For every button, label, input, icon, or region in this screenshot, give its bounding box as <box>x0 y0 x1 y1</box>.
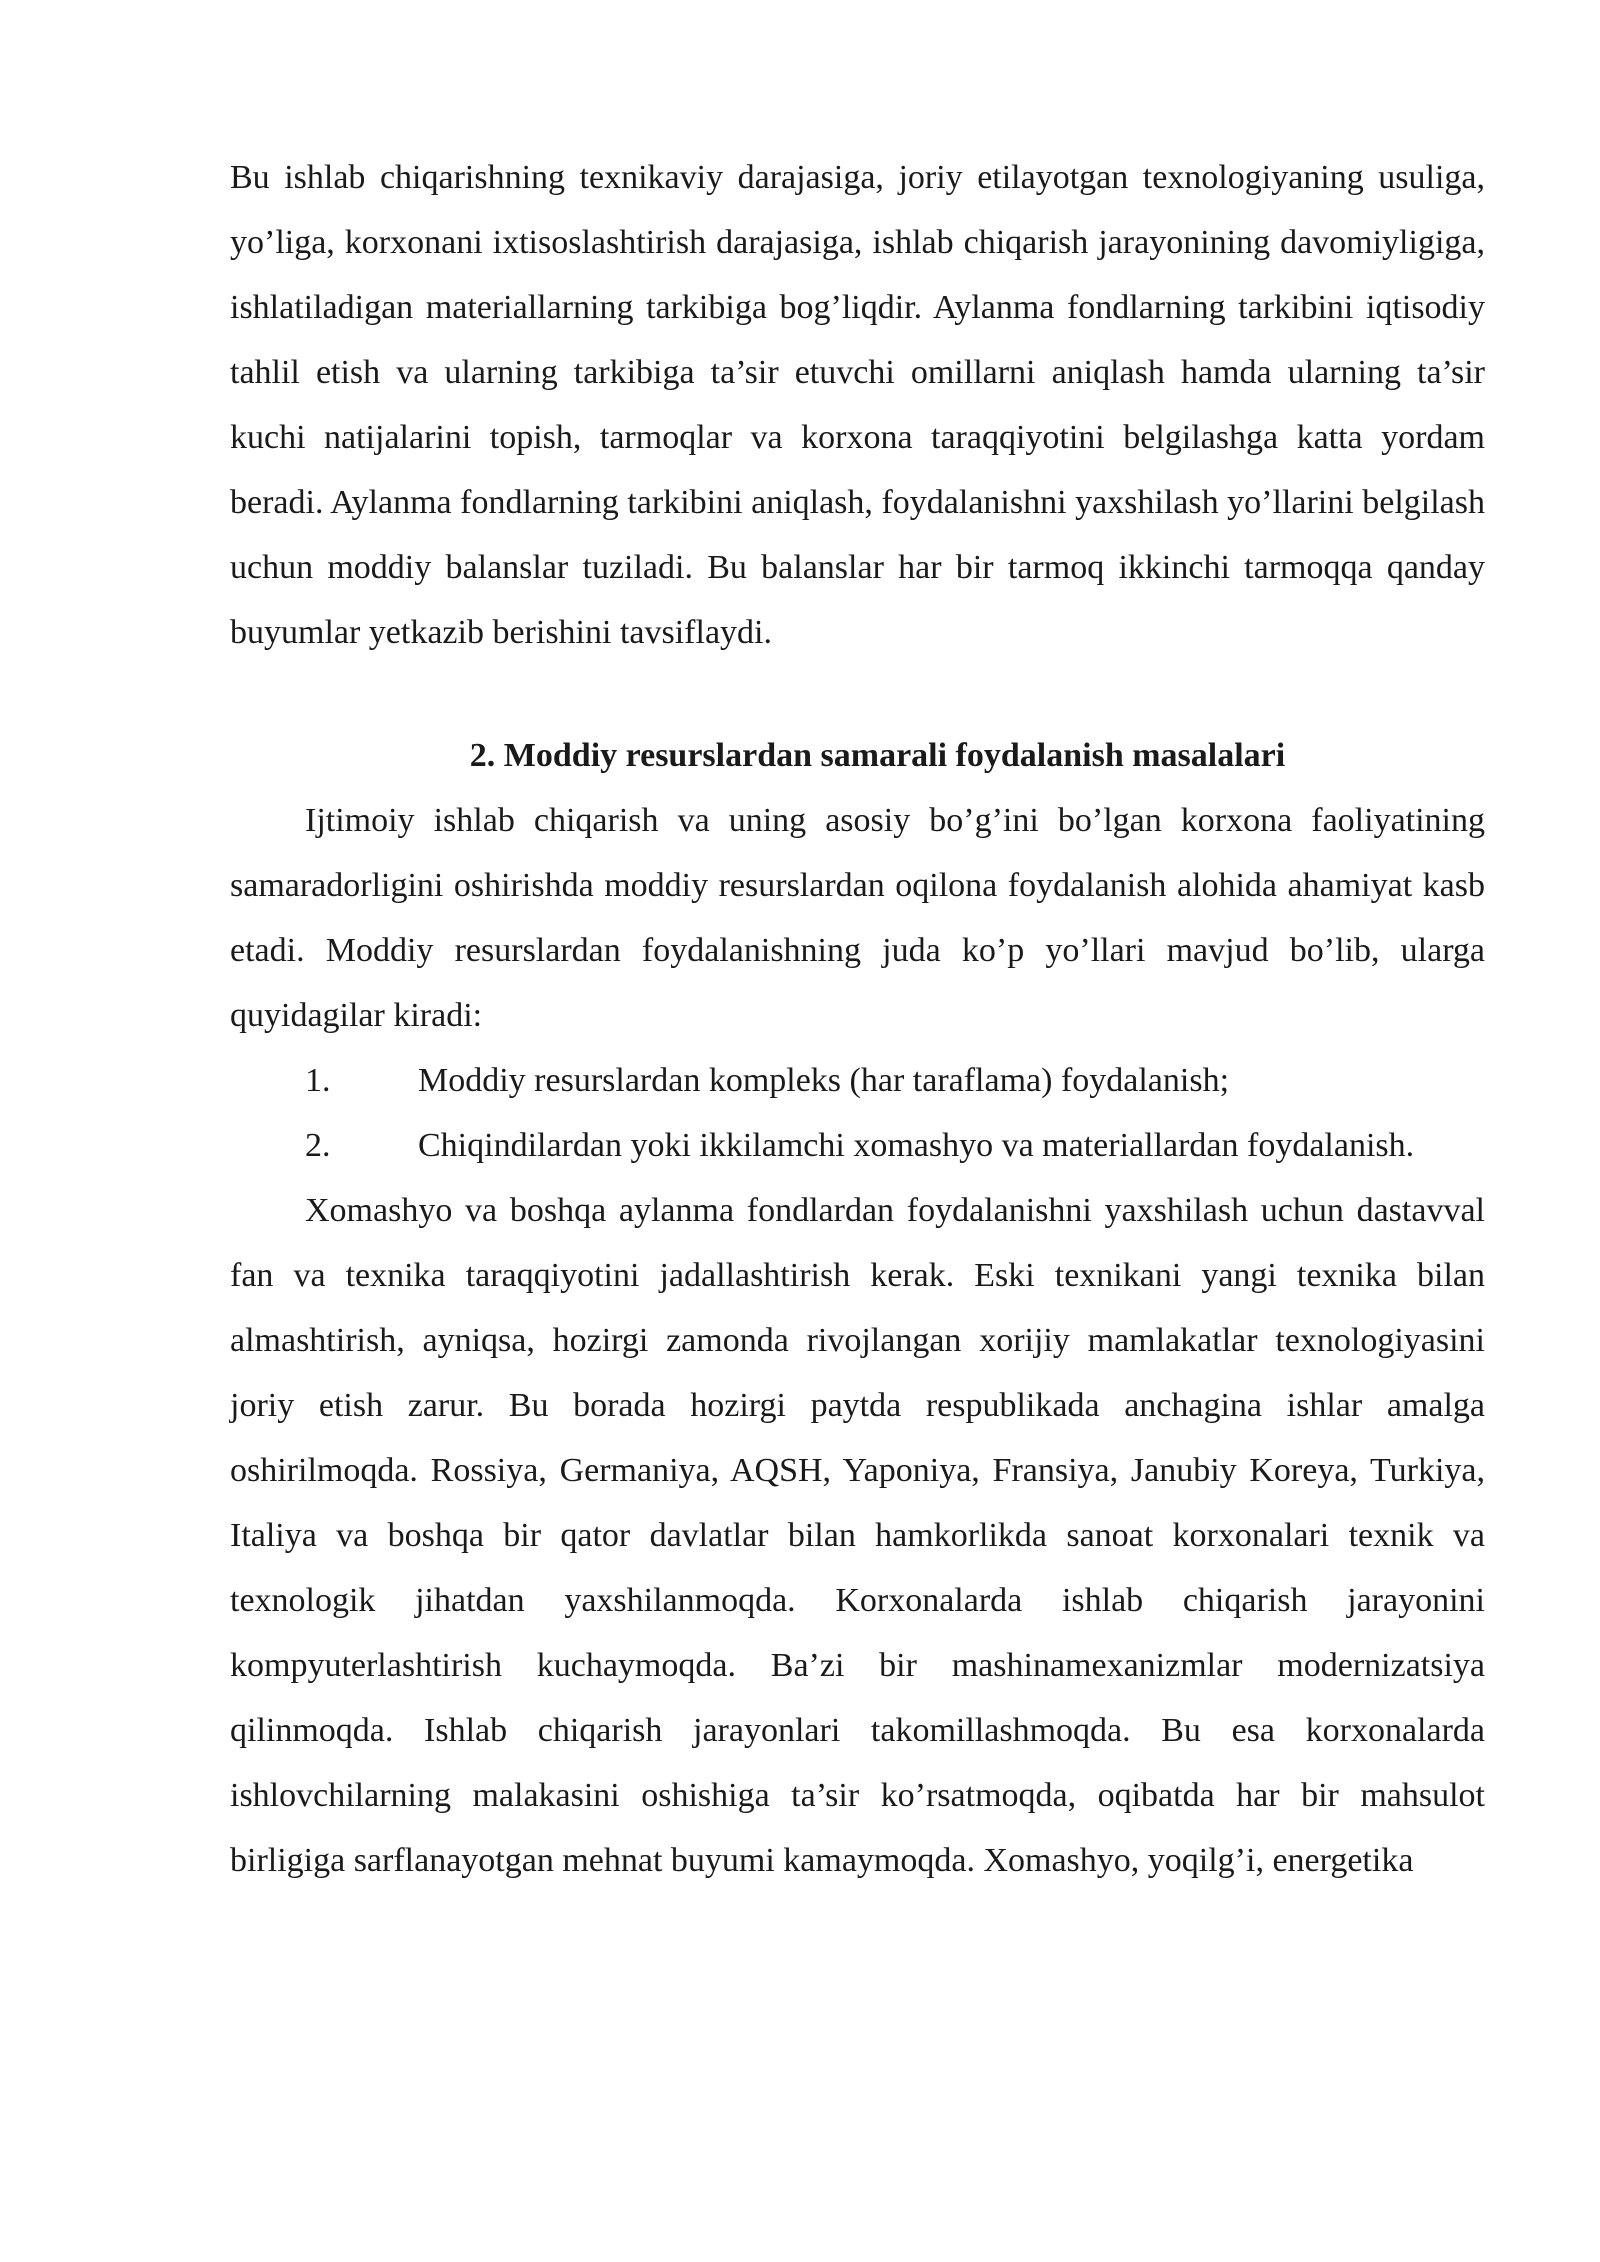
body-paragraph: Ijtimoiy ishlab chiqarish va uning asosiy bo’g’ini bo’lgan korxona faoliyatining samaradorligini oshirishda moddiy resurslardan oqilona foydalanish alohida ahamiyat kasb etadi. Moddiy resurslardan foydalanishning juda ko’p yo’llari mavjud bo’lib, ularga quyidagilar kiradi: <box>230 802 1485 1034</box>
list-item-text: Moddiy resurslardan kompleks (har taraflama) foydalanish; <box>418 1062 1230 1099</box>
list-item <box>230 1048 1485 1113</box>
document-page <box>230 145 1485 1893</box>
body-paragraph: Xomashyo va boshqa aylanma fondlardan foydalanishni yaxshilash uchun dastavval fan va texnika taraqqiyotini jadallashtirish kerak. Eski texnikani yangi texnika bilan almashtirish, ayniqsa, hozirgi zamonda rivojlangan xorijiy mamlakatlar texnologiyasini joriy etish zarur. Bu borada hozirgi paytda respublikada anchagina ishlar amalga oshirilmoqda. Rossiya, Germaniya, AQSH, Yaponiya, Fransiya, Janubiy Koreya, Turkiya, Italiya va boshqa bir qator davlatlar bilan hamkorlikda sanoat korxonalari texnik va texnologik jihatdan yaxshilanmoqda. Korxonalarda ishlab chiqarish jarayonini kompyuterlashtirish kuchaymoqda. Ba’zi bir mashinamexanizmlar modernizatsiya qilinmoqda. Ishlab chiqarish jarayonlari takomillashmoqda. Bu esa korxonalarda ishlovchilarning malakasini oshishiga ta’sir ko’rsatmoqda, oqibatda har bir mahsulot birligiga sarflanayotgan mehnat buyumi kamaymoqda. Xomashyo, yoqilg’i, energetika <box>230 1192 1485 1879</box>
list-item-number: 1. <box>305 1062 331 1099</box>
body-paragraph: Bu ishlab chiqarishning texnikaviy darajasiga, joriy etilayotgan texnologiyaning usuliga, yo’liga, korxonani ixtisoslashtirish darajasiga, ishlab chiqarish jarayonining davomiyligiga, ishlatiladigan materiallarning tarkibiga bog’liqdir. Aylanma fondlarning tarkibini iqtisodiy tahlil etish va ularning tarkibiga ta’sir etuvchi omillarni aniqlash hamda ularning ta’sir kuchi natijalarini topish, tarmoqlar va korxona taraqqiyotini belgilashga katta yordam beradi. Aylanma fondlarning tarkibini aniqlash, foydalanishni yaxshilash yo’llarini belgilash uchun moddiy balanslar tuziladi. Bu balanslar har bir tarmoq ikkinchi tarmoqqa qanday buyumlar yetkazib berishini tavsiflaydi. <box>230 159 1485 651</box>
list-item <box>230 1113 1485 1178</box>
list-item-text: Chiqindilardan yoki ikkilamchi xomashyo va materiallardan foydalanish. <box>418 1127 1415 1164</box>
section-heading: 2. Moddiy resurslardan samarali foydalanish masalalari <box>469 737 1286 774</box>
list-item-number: 2. <box>305 1127 331 1164</box>
